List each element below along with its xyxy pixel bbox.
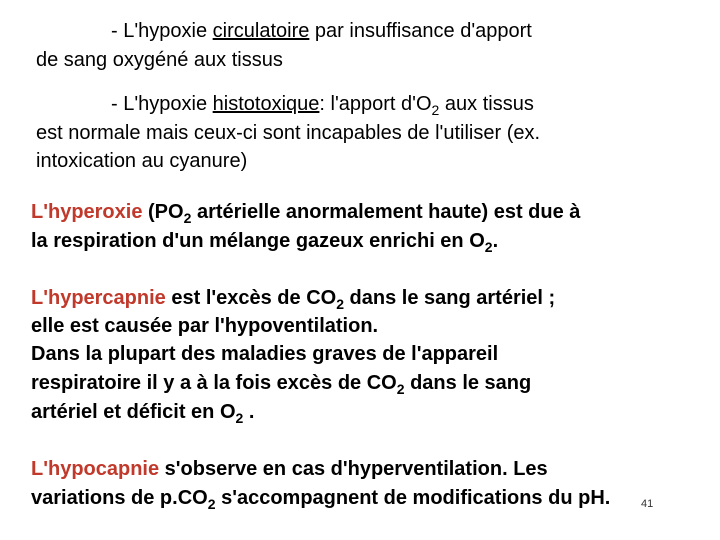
text-segment: . xyxy=(492,230,499,252)
term-circulatoire: circulatoire xyxy=(212,20,310,42)
hypercapnie-line-1 xyxy=(31,286,555,310)
text-line: intoxication au cyanure) xyxy=(36,150,248,172)
subscript: 2 xyxy=(207,496,216,512)
hypercapnie-line-3 xyxy=(31,342,498,366)
text-segment: la respiration d'un mélange gazeux enrichi en O xyxy=(31,230,485,252)
page-number: 41 xyxy=(641,498,654,510)
subscript: 2 xyxy=(431,102,440,118)
term-hypocapnie: L'hypocapnie xyxy=(31,458,160,480)
term-hypercapnie: L'hypercapnie xyxy=(31,287,166,309)
hyperoxie-line-1 xyxy=(31,200,580,224)
text-line: elle est causée par l'hypoventilation. xyxy=(31,315,379,337)
text-segment: s'accompagnent de modifications du pH. xyxy=(215,487,611,509)
text-rest: par insuffisance d'apport xyxy=(309,20,532,42)
hypercapnie-line-4 xyxy=(31,371,531,395)
term-hyperoxie: L'hyperoxie xyxy=(31,201,143,223)
text-segment: (PO xyxy=(142,201,184,223)
text-segment: dans le sang artériel ; xyxy=(344,287,556,309)
hypocapnie-line-1 xyxy=(31,457,548,481)
text-segment: respiratoire il y a à la fois excès de CO xyxy=(31,372,397,394)
hypercapnie-line-2 xyxy=(31,314,378,338)
text-segment: dans le sang xyxy=(404,372,532,394)
text-segment: est l'excès de CO xyxy=(165,287,337,309)
subscript: 2 xyxy=(336,296,344,312)
hypoxie-histotoxique-line-1 xyxy=(111,92,534,116)
hypoxie-circulatoire-line-2 xyxy=(36,48,283,72)
hypercapnie-line-5 xyxy=(31,400,254,424)
subscript: 2 xyxy=(183,210,192,226)
text-line: est normale mais ceux-ci sont incapables de l'utiliser (ex. xyxy=(36,122,541,144)
text-segment: s'observe en cas d'hyperventilation. Les xyxy=(159,458,548,480)
term-histotoxique: histotoxique xyxy=(212,93,320,115)
hyperoxie-line-2 xyxy=(31,229,498,253)
text-prefix: - L'hypoxie xyxy=(111,93,213,115)
text-segment: artériel et déficit en O xyxy=(31,401,236,423)
text-line: de sang oxygéné aux tissus xyxy=(36,49,283,71)
text-segment: variations de p.CO xyxy=(31,487,208,509)
subscript: 2 xyxy=(396,381,405,397)
text-line: Dans la plupart des maladies graves de l'appareil xyxy=(31,343,499,365)
text-segment: artérielle anormalement haute) est due à xyxy=(191,201,581,223)
hypoxie-histotoxique-line-2 xyxy=(36,121,540,145)
text-rest: : l'apport d'O xyxy=(319,93,432,115)
text-prefix: - L'hypoxie xyxy=(111,20,213,42)
text-rest: aux tissus xyxy=(439,93,534,115)
hypoxie-histotoxique-line-3 xyxy=(36,149,247,173)
subscript: 2 xyxy=(484,239,493,255)
hypocapnie-line-2 xyxy=(31,486,610,510)
hypoxie-circulatoire-line-1 xyxy=(111,19,532,43)
text-segment: . xyxy=(243,401,255,423)
subscript: 2 xyxy=(235,410,244,426)
